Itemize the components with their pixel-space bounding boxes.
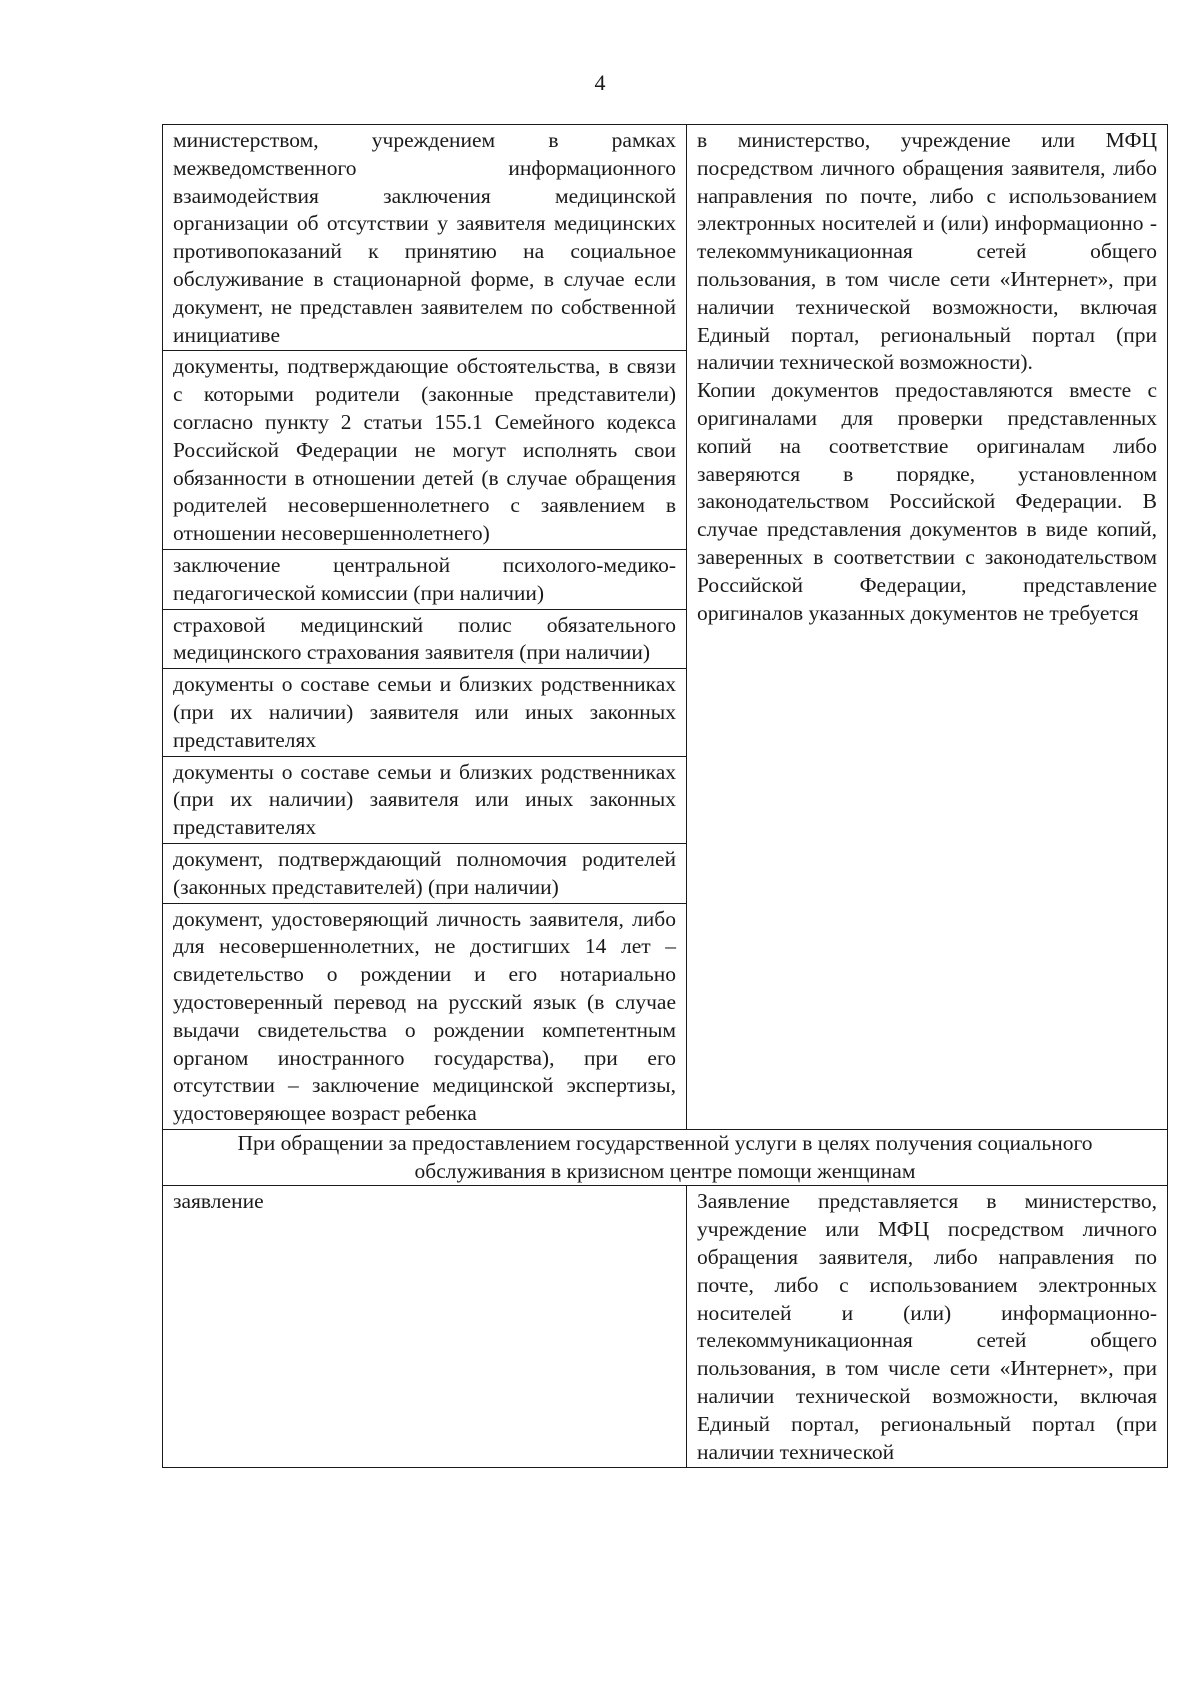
section-heading: При обращении за предоставлением государственной услуги в целях получения социального обслуживания в кризисном центре помощи женщинам [163,1129,1168,1186]
page-number: 4 [594,70,606,95]
table-cell-left: заявление [163,1186,687,1468]
table-row [163,1186,1168,1468]
table-cell-left: документы о составе семьи и близких родственниках (при их наличии) заявителя или иных законных представителях [163,756,687,843]
documents-table [162,124,1168,1468]
submission-paragraph: в министерство, учреждение или МФЦ посредством личного обращения заявителя, либо направления по почте, либо с использованием электронных носителей и (или) информационно - телекоммуникационная сетей общего пользования, в том числе сети «Интернет», при наличии технической возможности, включая Единый портал, региональный портал (при наличии технической возможности). [697,128,1157,375]
table-row [163,125,1168,351]
table-cell-left: страховой медицинский полис обязательного медицинского страхования заявителя (при наличии) [163,609,687,669]
copies-paragraph: Копии документов предоставляются вместе с оригиналами для проверки представленных копий на соответствие оригиналам либо заверяются в порядке, установленном законодательством Российской Федерации. В случае представления документов в виде копий, заверенных в соответствии с законодательством Российской Федерации, представление оригиналов указанных документов не требуется [697,378,1157,625]
table-cell-right-submission [687,125,1168,1130]
table-cell-left: заключение центральной психолого-медико-педагогической комиссии (при наличии) [163,549,687,609]
table-cell-left: документ, удостоверяющий личность заявителя, либо для несовершеннолетних, не достигших 14 лет – свидетельство о рождении и его нотариально удостоверенный перевод на русский язык (в случае выдачи свидетельства о рождении компетентным органом иностранного государства), при его отсутствии – заключение медицинской экспертизы, удостоверяющее возраст ребенка [163,903,687,1129]
section-heading-row [163,1129,1168,1186]
table-cell-right-submission: Заявление представляется в министерство, учреждение или МФЦ посредством личного обращения заявителя, либо направления по почте, либо с использованием электронных носителей и (или) информационно-телекоммуникационная сетей общего пользования, в том числе сети «Интернет», при наличии технической возможности, включая Единый портал, региональный портал (при наличии технической [687,1186,1168,1468]
table-cell-left: министерством, учреждением в рамках межведомственного информационного взаимодействия заключения медицинской организации об отсутствии у заявителя медицинских противопоказаний к принятию на социальное обслуживание в стационарной форме, в случае если документ, не представлен заявителем по собственной инициативе [163,125,687,351]
table-cell-left: документ, подтверждающий полномочия родителей (законных представителей) (при наличии) [163,843,687,903]
table-cell-left: документы, подтверждающие обстоятельства, в связи с которыми родители (законные представители) согласно пункту 2 статьи 155.1 Семейного кодекса Российской Федерации не могут исполнять свои обязанности в отношении детей (в случае обращения родителей несовершеннолетнего с заявлением в отношении несовершеннолетнего) [163,351,687,550]
table-cell-left: документы о составе семьи и близких родственниках (при их наличии) заявителя или иных законных представителях [163,669,687,756]
